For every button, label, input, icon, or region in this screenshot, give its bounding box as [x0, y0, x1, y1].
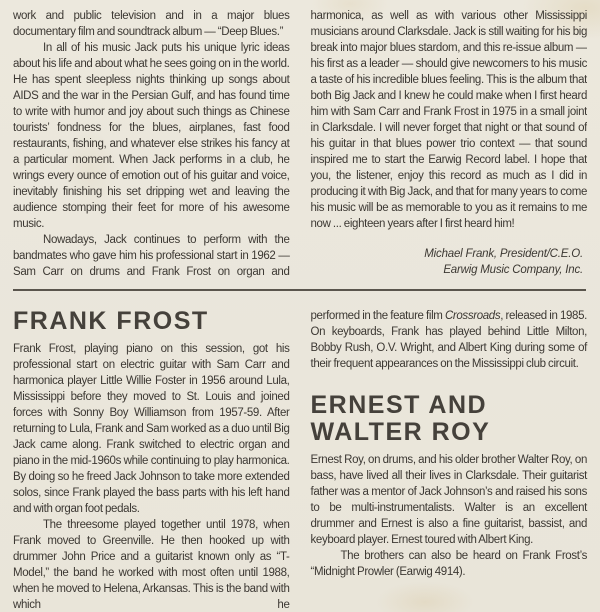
film-title-crossroads: Crossroads [444, 310, 501, 322]
signature-company: Earwig Music Company, Inc. [443, 264, 583, 276]
ernest-walter-heading-line2: WALTER ROY [310, 418, 491, 446]
paragraph-nowadays: Nowadays, Jack continues to perform with the bandmates who gave him his professional start in 1962 — Sam Carr on drums and Frank Frost on organ and [13, 234, 290, 278]
paragraph-frank-frost-bio: Frank Frost, playing piano on this session, got his professional start on electric guitar with Sam Carr and harmonica player Little Willie Foster in 1956 around Lula, Mississippi before they moved to St. Louis and joined forces with Sonny Boy Williamson from 1957-59. After returning to Lula, Frank and Sam worked as a duo until Big Jack came along. Frank switched to electric organ and piano in the mid-1960s while continuing to play harmonica. By doing so he freed Jack Johnson to take more extended solos, since Frank played the bass parts with his left hand and with organ foot pedals. [13, 343, 290, 515]
ernest-walter-heading [311, 392, 588, 446]
bottom-right-column [311, 308, 588, 612]
crossroads-pre-text: performed in the feature film [310, 310, 445, 322]
signature-block [311, 246, 588, 278]
top-left-column [13, 8, 290, 289]
bottom-section [13, 308, 587, 612]
signature-name: Michael Frank, President/C.E.O. [424, 248, 583, 260]
top-section [13, 8, 587, 289]
ernest-walter-heading-line1: ERNEST AND [310, 391, 488, 419]
section-divider-rule [13, 289, 586, 291]
paragraph-lyric-ideas: In all of his music Jack puts his unique lyric ideas about his life and about what he sees going on in the world. He has spent sleepless nights thinking up songs about AIDS and the war in the Persian Gulf, and has found time to write with humor and joy about such things as Chinese tourists’ fondness for the blues, airplanes, fast food restaurants, fishing, and whatever else strikes his fancy at a particular moment. When Jack performs in a club, he wrings every ounce of emotion out of his guitar and voice, inevitably finishing his set dripping wet and leaving the audience stomping their feet for more of his awesome music. [13, 42, 290, 230]
paragraph-harmonica-earwig: harmonica, as well as with various other Mississippi musicians around Clarksdale. Jack is still waiting for his big break into major blues stardom, and this re-issue album — his first as a leader — should give newcomers to his music a taste of his incredible blues feeling. This is the album that both Big Jack and I knew he could make when I first heard him with Sam Carr and Frank Frost in 1975 in a small joint in Clarksdale. I will never forget that night or that sound of his guitar in that blues power trio context — that sound inspired me to start the Earwig Record label. I hope that you, the listener, enjoy this record as much as I did in producing it with Big Jack, and that for many years to come his music will be as memorable to you as it remains to me now ... eighteen years after I first heard him! [310, 10, 587, 230]
paragraph-midnight-prowler: The brothers can also be heard on Frank Frost’s “Midnight Prowler (Earwig 4914). [310, 550, 587, 578]
paragraph-continuation-deep-blues: work and public television and in a major blues documentary film and soundtrack album — “Deep Blues.” [13, 10, 290, 38]
bottom-left-column [13, 308, 290, 612]
paragraph-roy-brothers-bio: Ernest Roy, on drums, and his older brother Walter Roy, on bass, have lived all their lives in Clarksdale. Their guitarist father was a mentor of Jack Johnson’s and raised his sons to be multi-instrumentalists. Walter is an excellent drummer and Ernest is also a fine guitarist, bassist, and keyboard player. Ernest toured with Albert King. [310, 454, 587, 546]
crossroads-post-text: , released in 1985. On keyboards, Frank has played behind Little Milton, Bobby Rush, O.V. Wright, and Albert King during some of their frequent appearances on the Mississippi club circuit. [310, 310, 587, 370]
paragraph-threesome: The threesome played together until 1978, when Frank moved to Greenville. He then hooked up with drummer John Price and a guitarist known only as “T-Model,” the band he worked with most often until 1988, when he moved to Helena, Arkansas. This is the band with which he [13, 519, 290, 611]
paragraph-crossroads [311, 308, 588, 372]
top-right-column [311, 8, 588, 289]
frank-frost-heading: FRANK FROST [13, 307, 209, 335]
